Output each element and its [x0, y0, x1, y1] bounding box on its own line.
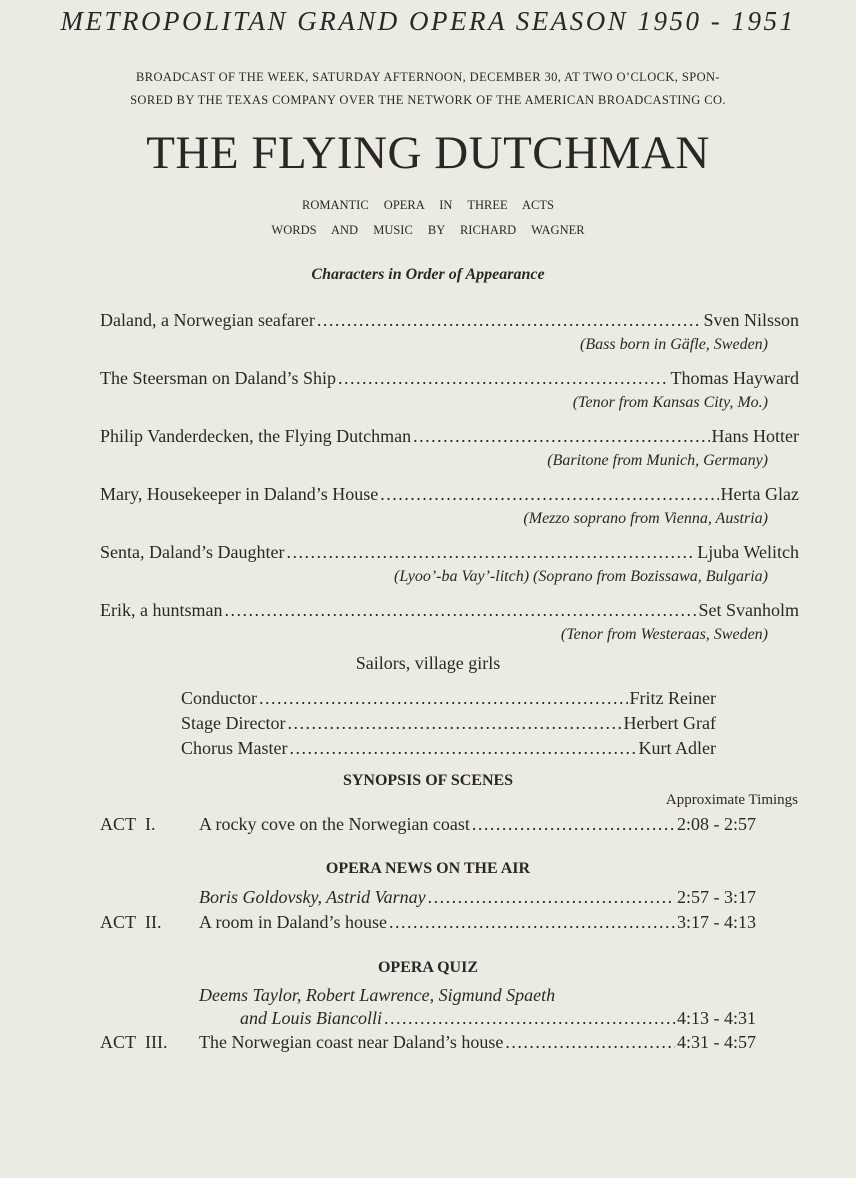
leader-dots — [259, 688, 628, 709]
act-time: 3:17 - 4:13 — [677, 912, 756, 932]
broadcast-line-2: SORED BY THE TEXAS COMPANY OVER THE NETWORK OF THE AMERICAN BROADCASTING CO. — [130, 93, 726, 107]
act-scene: A rocky cove on the Norwegian coast — [199, 814, 470, 834]
leader-dots — [413, 426, 709, 447]
leader-dots — [286, 542, 695, 563]
act-number: III. — [145, 1032, 168, 1052]
chorus-line: Sailors, village girls — [355, 653, 501, 673]
act-label: ACT — [100, 1032, 136, 1052]
timings-label: Approximate Timings — [665, 792, 798, 808]
act-number: I. — [145, 814, 156, 834]
act-time: 4:31 - 4:57 — [677, 1032, 756, 1052]
act-row — [100, 814, 756, 835]
character-note: (Bass born in Gäfle, Sweden) — [580, 336, 768, 353]
leader-dots — [338, 368, 669, 389]
character-note: (Tenor from Westeraas, Sweden) — [560, 626, 768, 643]
production-name: Herbert Graf — [623, 713, 716, 733]
act-row — [100, 912, 756, 933]
leader-dots — [290, 738, 637, 759]
leader-dots — [287, 713, 621, 734]
act-number: II. — [145, 912, 162, 932]
quiz-time: 4:13 - 4:31 — [677, 1008, 756, 1028]
character-row — [100, 484, 799, 505]
act-scene: A room in Daland’s house — [199, 912, 387, 932]
character-row — [100, 600, 799, 621]
leader-dots — [428, 887, 675, 908]
character-role: Erik, a huntsman — [100, 600, 223, 620]
quiz-row — [100, 1008, 756, 1029]
character-note: (Lyoo’-ba Vay’-litch) (Soprano from Bozissawa, Bulgaria) — [393, 568, 768, 585]
quiz-line-2: and Louis Biancolli — [240, 1008, 383, 1028]
news-row — [100, 887, 756, 908]
production-role: Chorus Master — [181, 738, 288, 758]
character-singer: Set Svanholm — [698, 600, 799, 620]
character-row — [100, 368, 799, 389]
production-name: Kurt Adler — [638, 738, 716, 758]
broadcast-info — [40, 66, 816, 112]
act-label: ACT — [100, 912, 136, 932]
character-singer: Thomas Hayward — [670, 368, 799, 388]
leader-dots — [380, 484, 718, 505]
broadcast-line-1: BROADCAST OF THE WEEK, SATURDAY AFTERNOON, DECEMBER 30, AT TWO O’CLOCK, SPON- — [136, 70, 720, 84]
news-text: Boris Goldovsky, Astrid Varnay — [199, 887, 426, 907]
character-row — [100, 426, 799, 447]
leader-dots — [224, 600, 696, 621]
act-time: 2:08 - 2:57 — [677, 814, 756, 834]
production-row — [181, 738, 716, 759]
character-note: (Mezzo soprano from Vienna, Austria) — [523, 510, 768, 527]
character-row — [100, 310, 799, 331]
character-note: (Baritone from Munich, Germany) — [547, 452, 768, 469]
production-row — [181, 688, 716, 709]
cast-heading: Characters in Order of Appearance — [311, 266, 545, 283]
character-role: Senta, Daland’s Daughter — [100, 542, 285, 562]
leader-dots — [389, 912, 675, 933]
news-time: 2:57 - 3:17 — [677, 887, 756, 907]
news-heading: OPERA NEWS ON THE AIR — [325, 860, 531, 877]
character-singer: Herta Glaz — [720, 484, 799, 504]
quiz-line-1: Deems Taylor, Robert Lawrence, Sigmund Spaeth — [199, 985, 556, 1005]
leader-dots — [384, 1008, 675, 1029]
act-label: ACT — [100, 814, 136, 834]
opera-subtitle-1: ROMANTIC OPERA IN THREE ACTS — [302, 198, 554, 212]
leader-dots — [505, 1032, 675, 1053]
character-singer: Ljuba Welitch — [697, 542, 799, 562]
character-role: Daland, a Norwegian seafarer — [100, 310, 315, 330]
season-header: METROPOLITAN GRAND OPERA SEASON 1950 - 1951 — [60, 6, 796, 36]
opera-title: THE FLYING DUTCHMAN — [146, 127, 710, 179]
character-role: The Steersman on Daland’s Ship — [100, 368, 336, 388]
character-singer: Sven Nilsson — [703, 310, 799, 330]
leader-dots — [317, 310, 702, 331]
synopsis-heading: SYNOPSIS OF SCENES — [342, 772, 514, 789]
character-role: Mary, Housekeeper in Daland’s House — [100, 484, 379, 504]
production-name: Fritz Reiner — [629, 688, 716, 708]
character-row — [100, 542, 799, 563]
production-role: Conductor — [181, 688, 257, 708]
leader-dots — [472, 814, 675, 835]
character-role: Philip Vanderdecken, the Flying Dutchman — [100, 426, 412, 446]
act-scene: The Norwegian coast near Daland’s house — [199, 1032, 504, 1052]
character-singer: Hans Hotter — [711, 426, 799, 446]
production-row — [181, 713, 716, 734]
character-note: (Tenor from Kansas City, Mo.) — [572, 394, 768, 411]
quiz-heading: OPERA QUIZ — [377, 959, 478, 976]
act-row — [100, 1032, 756, 1053]
production-role: Stage Director — [181, 713, 286, 733]
opera-subtitle-2: WORDS AND MUSIC BY RICHARD WAGNER — [271, 223, 585, 237]
